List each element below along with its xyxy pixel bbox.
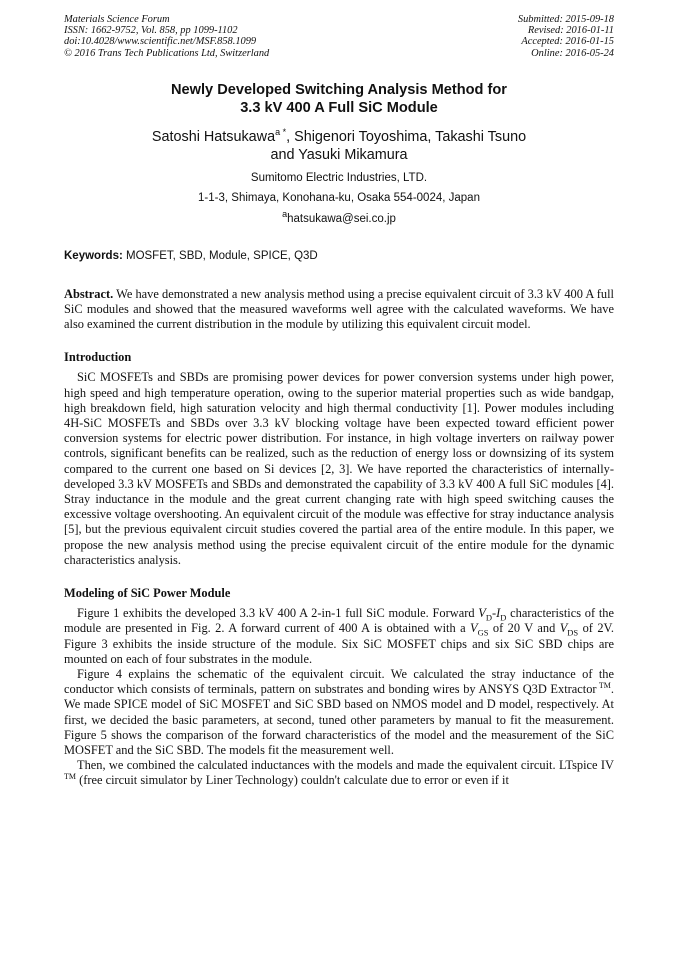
modeling-p1-text-b: characteristics of the module are presented in Fig. 2. A forward current of 400 A is obtained with a: [64, 606, 614, 636]
abstract-text: We have demonstrated a new analysis method using a precise equivalent circuit of 3.3 kV 400 A full SiC modules and showed that the measured waveforms well agree with the calculated waveforms. We have also examined the current distribution in the module by utilizing this equivalent circuit model.: [64, 286, 614, 331]
journal-name: Materials Science Forum: [64, 14, 170, 25]
symbol-id: I: [496, 606, 501, 621]
author-first-superscript: a *: [275, 127, 287, 138]
modeling-p2-text-a: Figure 4 explains the schematic of the equivalent circuit. We calculated the stray inductance of the conductor which consists of terminals, pattern on substrates and bonding wires by ANSYS Q3D Extractor: [64, 666, 614, 697]
email-superscript: a: [282, 208, 288, 219]
keywords-label: Keywords:: [64, 250, 123, 263]
copyright-line: © 2016 Trans Tech Publications Ltd, Switzerland: [64, 47, 270, 59]
keywords: [64, 249, 614, 264]
modeling-p1-text-a: Figure 1 exhibits the developed 3.3 kV 400 A 2-in-1 full SiC module. Forward: [77, 606, 479, 621]
revised-date: Revised: 2016-01-11: [527, 25, 614, 37]
header-right: [518, 14, 614, 59]
modeling-paragraph-2: [64, 667, 614, 758]
modeling-p2-text-b: . We made SPICE model of SiC MOSFET and SiC SBD based on NMOS model and D model, respectively. At first, we decided the basic parameters, at second, tuned other parameters by manual to fit the measurement. Figure 5 shows the comparison of the forward characteristics of the model and the measurement of the SiC MOSFET and the SiC SBD. The models fit the measurement well.: [64, 682, 614, 757]
symbol-vds: V: [559, 621, 568, 636]
symbol-vds-sub: DS: [567, 627, 579, 638]
modeling-p1-text-d: of 2V. Figure 3 exhibits the inside structure of the module. Six SiC MOSFET chips and six SiC SBD chips are mounted on each of four substrates in the module.: [64, 621, 614, 666]
section-heading-modeling: Modeling of SiC Power Module: [64, 585, 231, 600]
keywords-text: MOSFET, SBD, Module, SPICE, Q3D: [122, 250, 318, 263]
affiliation-address: 1-1-3, Shimaya, Konohana-ku, Osaka 554-0024, Japan: [198, 192, 480, 205]
author-first: Satoshi Hatsukawa: [151, 128, 276, 145]
modeling-paragraph-3: [64, 758, 614, 788]
modeling-paragraph-1: [64, 606, 614, 667]
title-line-2: 3.3 kV 400 A Full SiC Module: [240, 99, 438, 116]
authors-line-1: [64, 128, 614, 147]
symbol-vd: V: [478, 606, 486, 621]
affiliation-email-line: [64, 209, 614, 230]
abstract: [64, 287, 614, 333]
symbol-id-sub: D: [500, 612, 507, 623]
paper-title: [64, 81, 614, 117]
submitted-date: Submitted: 2015-09-18: [517, 14, 614, 25]
authors-rest: , Shigenori Toyoshima, Takashi Tsuno: [286, 128, 527, 145]
issn-line: ISSN: 1662-9752, Vol. 858, pp 1099-1102: [64, 25, 238, 37]
affiliation-org: Sumitomo Electric Industries, LTD.: [250, 171, 428, 184]
modeling-p1-text-c: of 20 V and: [488, 621, 560, 636]
title-line-1: Newly Developed Switching Analysis Method for: [171, 81, 507, 98]
affiliation: [64, 168, 614, 230]
symbol-vgs: V: [470, 621, 478, 636]
publication-header: [64, 14, 614, 59]
modeling-p3-text-a: Then, we combined the calculated inductances with the models and made the equivalent circuit. LTspice IV: [77, 758, 614, 773]
intro-paragraph-1: SiC MOSFETs and SBDs are promising power devices for power conversion systems under high power, high speed and high temperature operation, owing to the superior material properties such as wide bandgap, high breakdown field, high saturation velocity and high thermal conductivity [1]. Power modules including 4H-SiC MOSFETs and SBDs over 3.3 kV blocking voltage have been expected toward efficient power conversion systems for electric power distribution. For instance, in high voltage inverters on railway power controls, significant benefits can be realized, such as the reduction of energy loss or downsizing of its system compared to the current one based on Si devices [2, 3]. We have reported the characteristics of internally-developed 3.3 kV MOSFETs and SBDs and demonstrated the capability of 3.3 kV 400 A full SiC modules [4]. Stray inductance in the module and the great current changing rate with high speed switching causes the excessive voltage overshooting. An equivalent circuit of the module was effective for stray inductance analysis [5], but the previous equivalent circuit studies covered the partial area of the entire module. In this paper, we propose the new analysis method using the precise equivalent circuit of the entire module for the dynamic characteristics analysis.: [64, 370, 614, 567]
symbol-vgs-sub: GS: [477, 627, 489, 638]
trademark-mark-2: TM: [64, 772, 76, 782]
affiliation-email[interactable]: hatsukawa@sei.co.jp: [287, 212, 396, 225]
header-left: [64, 14, 269, 59]
section-heading-introduction: Introduction: [64, 350, 132, 365]
online-date: Online: 2016-05-24: [531, 47, 614, 59]
author-list: [64, 128, 614, 165]
trademark-mark: TM: [596, 681, 611, 691]
authors-line-2: and Yasuki Mikamura: [270, 147, 408, 164]
symbol-dash: -: [492, 606, 497, 621]
modeling-p3-text-b: (free circuit simulator by Liner Technology) couldn't calculate due to error or even if it: [76, 773, 509, 788]
accepted-date: Accepted: 2016-01-15: [521, 36, 614, 48]
abstract-label: Abstract.: [64, 286, 114, 301]
symbol-vd-sub: D: [485, 612, 492, 623]
doi-line: doi:10.4028/www.scientific.net/MSF.858.1099: [64, 36, 257, 48]
